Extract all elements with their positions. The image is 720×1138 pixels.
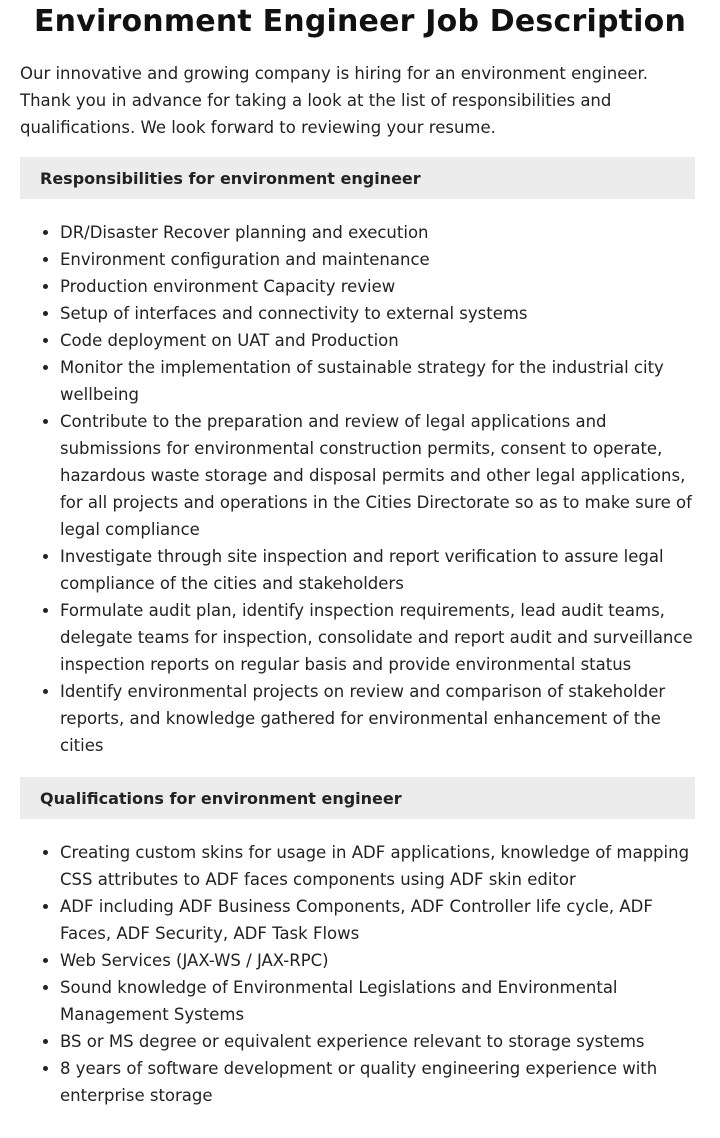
qualifications-list — [20, 839, 695, 1109]
responsibilities-heading: Responsibilities for environment engineer — [20, 157, 695, 199]
intro-paragraph: Our innovative and growing company is hiring for an environment engineer. Thank you in advance for taking a look at the list of responsibilities and qualifications. We look forward to reviewing your resume. — [20, 64, 649, 137]
list-item: BS or MS degree or equivalent experience relevant to storage systems — [60, 1028, 695, 1055]
list-item: ADF including ADF Business Components, ADF Controller life cycle, ADF Faces, ADF Security, ADF Task Flows — [60, 893, 695, 947]
list-item: Contribute to the preparation and review of legal applications and submissions for environmental construction permits, consent to operate, hazardous waste storage and disposal permits and other legal applications, for all projects and operations in the Cities Directorate so as to make sure of legal compliance — [60, 408, 695, 543]
list-item: Investigate through site inspection and report verification to assure legal compliance of the cities and stakeholders — [60, 543, 695, 597]
list-item: Production environment Capacity review — [60, 273, 695, 300]
list-item: DR/Disaster Recover planning and execution — [60, 219, 695, 246]
list-item: Monitor the implementation of sustainable strategy for the industrial city wellbeing — [60, 354, 695, 408]
list-item: Code deployment on UAT and Production — [60, 327, 695, 354]
list-item: Formulate audit plan, identify inspection requirements, lead audit teams, delegate teams for inspection, consolidate and report audit and surveillance inspection reports on regular basis and provide environmental status — [60, 597, 695, 678]
list-item: Environment configuration and maintenance — [60, 246, 695, 273]
list-item: Identify environmental projects on review and comparison of stakeholder reports, and knowledge gathered for environmental enhancement of the cities — [60, 678, 695, 759]
list-item: Sound knowledge of Environmental Legislations and Environmental Management Systems — [60, 974, 695, 1028]
list-item: 8 years of software development or quality engineering experience with enterprise storage — [60, 1055, 695, 1109]
list-item: Creating custom skins for usage in ADF applications, knowledge of mapping CSS attributes to ADF faces components using ADF skin editor — [60, 839, 695, 893]
responsibilities-list — [20, 219, 695, 759]
qualifications-heading: Qualifications for environment engineer — [20, 777, 695, 819]
list-item: Web Services (JAX-WS / JAX-RPC) — [60, 947, 695, 974]
list-item: Setup of interfaces and connectivity to external systems — [60, 300, 695, 327]
page-title: Environment Engineer Job Description — [33, 4, 687, 39]
